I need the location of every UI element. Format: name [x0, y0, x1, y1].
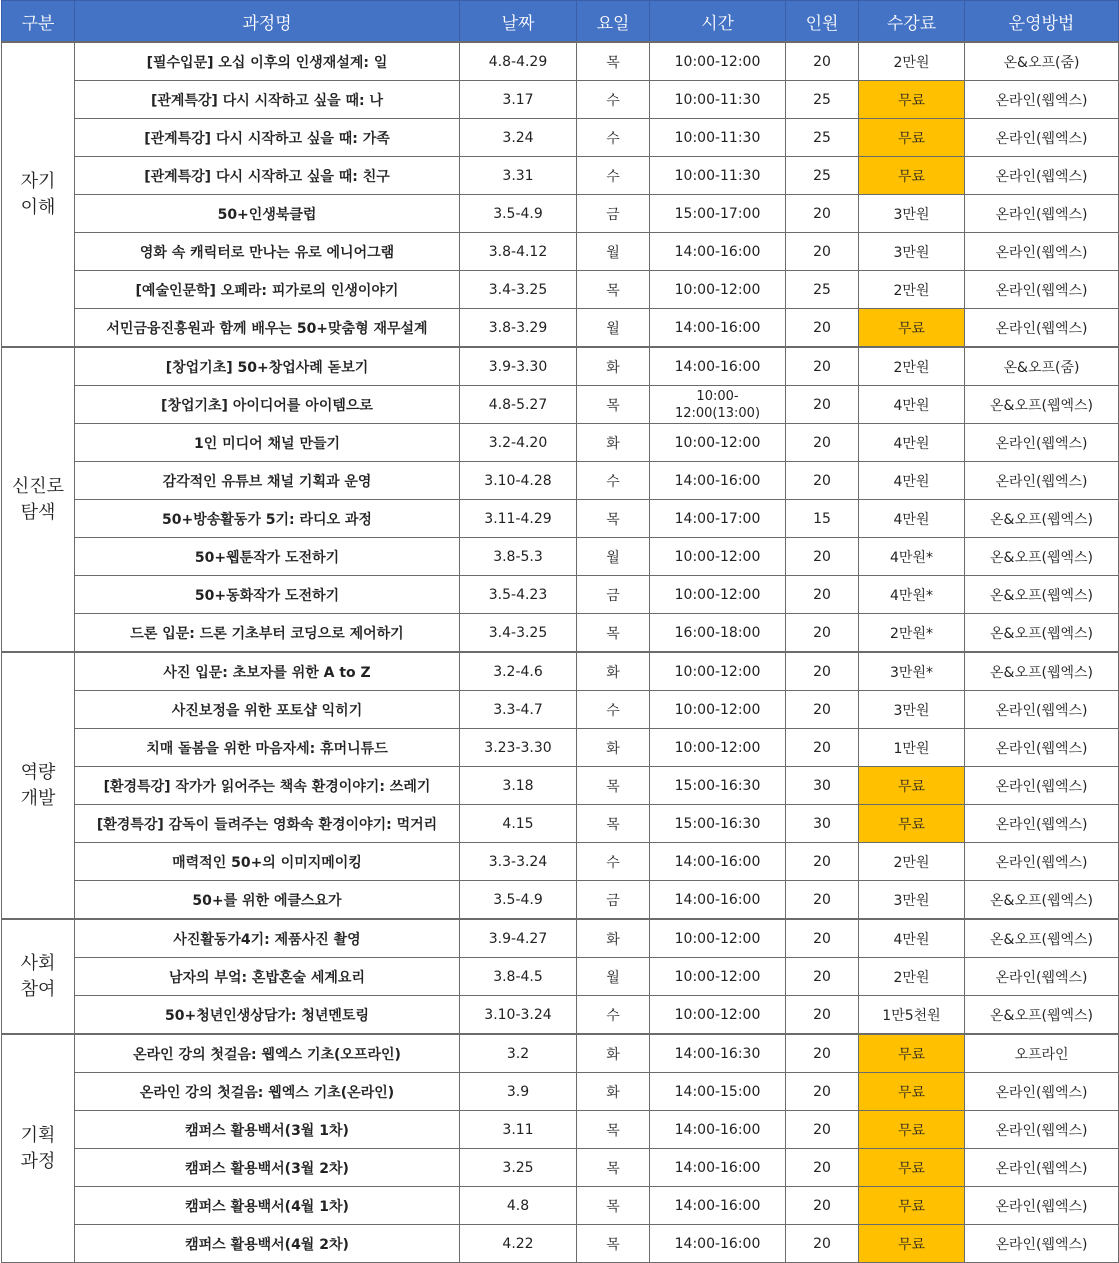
method-cell: 온라인(웹엑스) [965, 805, 1119, 843]
method-cell: 온라인(웹엑스) [965, 424, 1119, 462]
day-cell: 수 [577, 81, 650, 119]
time-cell: 10:00-12:00 [650, 919, 786, 958]
fee-cell: 3만원* [859, 652, 965, 691]
time-cell: 14:00-16:00 [650, 347, 786, 386]
time-cell: 14:00-15:00 [650, 1073, 786, 1111]
table-row [2, 996, 1119, 1035]
header-day: 요일 [577, 1, 650, 43]
course-title-cell: 사진보정을 위한 포토샵 익히기 [75, 691, 460, 729]
course-title-cell: 드론 입문: 드론 기초부터 코딩으로 제어하기 [75, 614, 460, 653]
capacity-cell: 15 [786, 500, 859, 538]
time-cell: 10:00-12:00 [650, 652, 786, 691]
date-cell: 3.3-3.24 [460, 843, 577, 881]
method-cell: 온라인(웹엑스) [965, 1111, 1119, 1149]
method-cell: 온라인(웹엑스) [965, 958, 1119, 996]
table-row [2, 691, 1119, 729]
course-title-cell: [관계특강] 다시 시작하고 싶을 때: 친구 [75, 157, 460, 195]
table-row [2, 1149, 1119, 1187]
day-cell: 목 [577, 805, 650, 843]
time-cell: 14:00-16:30 [650, 1034, 786, 1073]
capacity-cell: 20 [786, 386, 859, 424]
method-cell: 온&오프(줌) [965, 347, 1119, 386]
header-capacity: 인원 [786, 1, 859, 43]
table-row [2, 1034, 1119, 1073]
category-label: 자기 이해 [20, 170, 56, 218]
table-row [2, 1111, 1119, 1149]
method-cell: 온&오프(줌) [965, 42, 1119, 81]
capacity-cell: 30 [786, 767, 859, 805]
method-cell: 온라인(웹엑스) [965, 843, 1119, 881]
course-title-cell: 캠퍼스 활용백서(4월 1차) [75, 1187, 460, 1225]
table-row [2, 576, 1119, 614]
fee-cell: 무료 [859, 81, 965, 119]
day-cell: 화 [577, 1073, 650, 1111]
header-date: 날짜 [460, 1, 577, 43]
date-cell: 3.24 [460, 119, 577, 157]
course-title-cell: [관계특강] 다시 시작하고 싶을 때: 가족 [75, 119, 460, 157]
capacity-cell: 20 [786, 729, 859, 767]
table-row [2, 42, 1119, 81]
table-row [2, 538, 1119, 576]
fee-cell: 2만원* [859, 614, 965, 653]
date-cell: 3.9 [460, 1073, 577, 1111]
day-cell: 목 [577, 614, 650, 653]
fee-cell: 무료 [859, 767, 965, 805]
day-cell: 화 [577, 347, 650, 386]
capacity-cell: 20 [786, 1187, 859, 1225]
method-cell: 온&오프(웹엑스) [965, 919, 1119, 958]
course-title-cell: 50+인생북클럽 [75, 195, 460, 233]
day-cell: 목 [577, 1111, 650, 1149]
time-cell: 10:00-12:00 [650, 958, 786, 996]
table-row [2, 386, 1119, 424]
date-cell: 3.2-4.6 [460, 652, 577, 691]
table-row [2, 958, 1119, 996]
date-cell: 3.2-4.20 [460, 424, 577, 462]
table-row [2, 424, 1119, 462]
capacity-cell: 25 [786, 119, 859, 157]
course-title-cell: 캠퍼스 활용백서(4월 2차) [75, 1225, 460, 1263]
fee-cell: 2만원 [859, 271, 965, 309]
date-cell: 3.17 [460, 81, 577, 119]
table-row [2, 843, 1119, 881]
day-cell: 월 [577, 958, 650, 996]
course-title-cell: 영화 속 캐릭터로 만나는 유로 에니어그램 [75, 233, 460, 271]
course-title-cell: 치매 돌봄을 위한 마음자세: 휴머니튜드 [75, 729, 460, 767]
date-cell: 3.5-4.23 [460, 576, 577, 614]
course-title-cell: 온라인 강의 첫걸음: 웹엑스 기초(오프라인) [75, 1034, 460, 1073]
time-cell: 14:00-16:00 [650, 1225, 786, 1263]
course-schedule-table [1, 0, 1119, 1263]
header-time: 시간 [650, 1, 786, 43]
method-cell: 온라인(웹엑스) [965, 271, 1119, 309]
method-cell: 온라인(웹엑스) [965, 1225, 1119, 1263]
date-cell: 3.25 [460, 1149, 577, 1187]
time-cell: 14:00-16:00 [650, 462, 786, 500]
course-title-cell: [예술인문학] 오페라: 피가로의 인생이야기 [75, 271, 460, 309]
capacity-cell: 30 [786, 805, 859, 843]
method-cell: 온라인(웹엑스) [965, 119, 1119, 157]
course-title-cell: 감각적인 유튜브 채널 기획과 운영 [75, 462, 460, 500]
method-cell: 온라인(웹엑스) [965, 729, 1119, 767]
day-cell: 목 [577, 386, 650, 424]
method-cell: 온&오프(웹엑스) [965, 881, 1119, 920]
date-cell: 3.31 [460, 157, 577, 195]
capacity-cell: 20 [786, 919, 859, 958]
course-title-cell: 캠퍼스 활용백서(3월 2차) [75, 1149, 460, 1187]
time-cell: 10:00-12:00 [650, 424, 786, 462]
day-cell: 수 [577, 462, 650, 500]
day-cell: 화 [577, 652, 650, 691]
table-row [2, 271, 1119, 309]
time-cell: 14:00-17:00 [650, 500, 786, 538]
time-cell: 10:00-12:00 [650, 729, 786, 767]
capacity-cell: 20 [786, 614, 859, 653]
course-title-cell: 1인 미디어 채널 만들기 [75, 424, 460, 462]
time-cell: 14:00-16:00 [650, 1149, 786, 1187]
day-cell: 화 [577, 424, 650, 462]
category-label: 역량 개발 [20, 761, 56, 809]
course-title-cell: 50+웹툰작가 도전하기 [75, 538, 460, 576]
day-cell: 화 [577, 919, 650, 958]
date-cell: 3.5-4.9 [460, 881, 577, 920]
table-row [2, 1187, 1119, 1225]
day-cell: 목 [577, 42, 650, 81]
date-cell: 3.11-4.29 [460, 500, 577, 538]
header-method: 운영방법 [965, 1, 1119, 43]
table-row [2, 729, 1119, 767]
fee-cell: 무료 [859, 1225, 965, 1263]
course-title-cell: 사진활동가4기: 제품사진 촬영 [75, 919, 460, 958]
method-cell: 온&오프(웹엑스) [965, 500, 1119, 538]
fee-cell: 4만원 [859, 919, 965, 958]
time-cell: 14:00-16:00 [650, 881, 786, 920]
method-cell: 온&오프(웹엑스) [965, 386, 1119, 424]
fee-cell: 1만원 [859, 729, 965, 767]
date-cell: 3.10-4.28 [460, 462, 577, 500]
day-cell: 수 [577, 843, 650, 881]
capacity-cell: 20 [786, 881, 859, 920]
capacity-cell: 20 [786, 996, 859, 1035]
time-cell: 10:00-12:00 [650, 538, 786, 576]
method-cell: 온라인(웹엑스) [965, 691, 1119, 729]
table-row [2, 462, 1119, 500]
day-cell: 목 [577, 1187, 650, 1225]
capacity-cell: 20 [786, 347, 859, 386]
date-cell: 4.22 [460, 1225, 577, 1263]
day-cell: 목 [577, 1149, 650, 1187]
day-cell: 금 [577, 576, 650, 614]
table-row [2, 652, 1119, 691]
date-cell: 4.8 [460, 1187, 577, 1225]
day-cell: 수 [577, 157, 650, 195]
course-title-cell: [환경특강] 감독이 들려주는 영화속 환경이야기: 먹거리 [75, 805, 460, 843]
capacity-cell: 20 [786, 1034, 859, 1073]
fee-cell: 무료 [859, 1073, 965, 1111]
capacity-cell: 20 [786, 424, 859, 462]
table-row [2, 805, 1119, 843]
capacity-cell: 20 [786, 233, 859, 271]
time-cell: 10:00- 12:00(13:00) [650, 386, 786, 424]
fee-cell: 무료 [859, 1034, 965, 1073]
day-cell: 목 [577, 271, 650, 309]
time-cell: 10:00-12:00 [650, 576, 786, 614]
date-cell: 3.9-4.27 [460, 919, 577, 958]
fee-cell: 3만원 [859, 691, 965, 729]
capacity-cell: 20 [786, 1225, 859, 1263]
method-cell: 오프라인 [965, 1034, 1119, 1073]
header-category: 구분 [2, 1, 75, 43]
date-cell: 3.8-3.29 [460, 309, 577, 348]
day-cell: 목 [577, 767, 650, 805]
date-cell: 3.3-4.7 [460, 691, 577, 729]
capacity-cell: 25 [786, 271, 859, 309]
table-row [2, 614, 1119, 653]
course-title-cell: [창업기초] 아이디어를 아이템으로 [75, 386, 460, 424]
method-cell: 온&오프(웹엑스) [965, 996, 1119, 1035]
date-cell: 3.9-3.30 [460, 347, 577, 386]
day-cell: 금 [577, 195, 650, 233]
date-cell: 3.4-3.25 [460, 614, 577, 653]
method-cell: 온&오프(웹엑스) [965, 576, 1119, 614]
time-cell: 14:00-16:00 [650, 309, 786, 348]
fee-cell: 무료 [859, 1149, 965, 1187]
capacity-cell: 20 [786, 843, 859, 881]
day-cell: 수 [577, 691, 650, 729]
day-cell: 월 [577, 309, 650, 348]
day-cell: 화 [577, 1034, 650, 1073]
capacity-cell: 25 [786, 157, 859, 195]
date-cell: 3.10-3.24 [460, 996, 577, 1035]
capacity-cell: 20 [786, 42, 859, 81]
method-cell: 온라인(웹엑스) [965, 462, 1119, 500]
capacity-cell: 20 [786, 576, 859, 614]
fee-cell: 4만원 [859, 462, 965, 500]
course-title-cell: 매력적인 50+의 이미지메이킹 [75, 843, 460, 881]
table-row [2, 767, 1119, 805]
method-cell: 온&오프(웹엑스) [965, 652, 1119, 691]
category-cell [2, 919, 75, 1034]
time-cell: 10:00-12:00 [650, 996, 786, 1035]
course-title-cell: [환경특강] 작가가 읽어주는 책속 환경이야기: 쓰레기 [75, 767, 460, 805]
time-cell: 10:00-11:30 [650, 119, 786, 157]
date-cell: 3.5-4.9 [460, 195, 577, 233]
time-cell: 16:00-18:00 [650, 614, 786, 653]
date-cell: 3.8-4.12 [460, 233, 577, 271]
time-cell: 14:00-16:00 [650, 233, 786, 271]
course-title-cell: 서민금융진흥원과 함께 배우는 50+맞춤형 재무설계 [75, 309, 460, 348]
capacity-cell: 20 [786, 1111, 859, 1149]
table-row [2, 81, 1119, 119]
fee-cell: 2만원 [859, 843, 965, 881]
fee-cell: 3만원 [859, 881, 965, 920]
capacity-cell: 20 [786, 462, 859, 500]
category-cell [2, 652, 75, 919]
time-cell: 10:00-12:00 [650, 271, 786, 309]
table-row [2, 500, 1119, 538]
table-row [2, 1073, 1119, 1111]
date-cell: 3.2 [460, 1034, 577, 1073]
course-title-cell: 50+청년인생상담가: 청년멘토링 [75, 996, 460, 1035]
day-cell: 목 [577, 500, 650, 538]
fee-cell: 무료 [859, 119, 965, 157]
header-course-name: 과정명 [75, 1, 460, 43]
method-cell: 온라인(웹엑스) [965, 233, 1119, 271]
date-cell: 3.23-3.30 [460, 729, 577, 767]
capacity-cell: 20 [786, 1073, 859, 1111]
method-cell: 온&오프(웹엑스) [965, 614, 1119, 653]
date-cell: 3.18 [460, 767, 577, 805]
time-cell: 15:00-16:30 [650, 805, 786, 843]
time-cell: 10:00-12:00 [650, 691, 786, 729]
category-cell [2, 42, 75, 347]
fee-cell: 1만5천원 [859, 996, 965, 1035]
fee-cell: 4만원 [859, 500, 965, 538]
method-cell: 온라인(웹엑스) [965, 1149, 1119, 1187]
table-row [2, 119, 1119, 157]
fee-cell: 4만원 [859, 386, 965, 424]
fee-cell: 무료 [859, 805, 965, 843]
day-cell: 월 [577, 233, 650, 271]
method-cell: 온라인(웹엑스) [965, 1187, 1119, 1225]
fee-cell: 2만원 [859, 347, 965, 386]
time-cell: 10:00-12:00 [650, 42, 786, 81]
method-cell: 온라인(웹엑스) [965, 767, 1119, 805]
category-label: 기획 과정 [20, 1124, 56, 1172]
method-cell: 온라인(웹엑스) [965, 195, 1119, 233]
category-label: 사회 참여 [20, 952, 56, 1000]
day-cell: 목 [577, 1225, 650, 1263]
method-cell: 온라인(웹엑스) [965, 1073, 1119, 1111]
fee-cell: 무료 [859, 1187, 965, 1225]
method-cell: 온라인(웹엑스) [965, 157, 1119, 195]
capacity-cell: 20 [786, 652, 859, 691]
course-title-cell: 캠퍼스 활용백서(3월 1차) [75, 1111, 460, 1149]
table-row [2, 1225, 1119, 1263]
course-title-cell: 남자의 부엌: 혼밥혼술 세계요리 [75, 958, 460, 996]
course-title-cell: [관계특강] 다시 시작하고 싶을 때: 나 [75, 81, 460, 119]
category-label: 신진로 탐색 [11, 475, 65, 523]
fee-cell: 무료 [859, 1111, 965, 1149]
table-row [2, 309, 1119, 348]
category-cell [2, 1034, 75, 1263]
table-row [2, 919, 1119, 958]
capacity-cell: 20 [786, 309, 859, 348]
time-cell: 15:00-17:00 [650, 195, 786, 233]
capacity-cell: 20 [786, 538, 859, 576]
table-row [2, 881, 1119, 920]
capacity-cell: 20 [786, 691, 859, 729]
fee-cell: 2만원 [859, 958, 965, 996]
table-body [2, 42, 1119, 1263]
table-row [2, 347, 1119, 386]
date-cell: 4.8-5.27 [460, 386, 577, 424]
time-cell: 15:00-16:30 [650, 767, 786, 805]
table-row [2, 233, 1119, 271]
fee-cell: 4만원* [859, 538, 965, 576]
course-title-cell: 50+동화작가 도전하기 [75, 576, 460, 614]
category-cell [2, 347, 75, 652]
date-cell: 4.8-4.29 [460, 42, 577, 81]
capacity-cell: 20 [786, 958, 859, 996]
course-title-cell: 50+를 위한 에클스요가 [75, 881, 460, 920]
date-cell: 3.8-4.5 [460, 958, 577, 996]
capacity-cell: 25 [786, 81, 859, 119]
course-title-cell: [필수입문] 오십 이후의 인생재설계: 일 [75, 42, 460, 81]
time-cell: 14:00-16:00 [650, 843, 786, 881]
fee-cell: 2만원 [859, 42, 965, 81]
day-cell: 수 [577, 119, 650, 157]
date-cell: 3.11 [460, 1111, 577, 1149]
method-cell: 온라인(웹엑스) [965, 81, 1119, 119]
method-cell: 온라인(웹엑스) [965, 309, 1119, 348]
time-cell: 14:00-16:00 [650, 1187, 786, 1225]
day-cell: 수 [577, 996, 650, 1035]
fee-cell: 3만원 [859, 233, 965, 271]
date-cell: 4.15 [460, 805, 577, 843]
fee-cell: 무료 [859, 157, 965, 195]
fee-cell: 4만원 [859, 424, 965, 462]
course-title-cell: [창업기초] 50+창업사례 돋보기 [75, 347, 460, 386]
day-cell: 금 [577, 881, 650, 920]
table-row [2, 157, 1119, 195]
date-cell: 3.4-3.25 [460, 271, 577, 309]
header-row [2, 1, 1119, 43]
fee-cell: 무료 [859, 309, 965, 348]
method-cell: 온&오프(웹엑스) [965, 538, 1119, 576]
header-fee: 수강료 [859, 1, 965, 43]
date-cell: 3.8-5.3 [460, 538, 577, 576]
course-title-cell: 50+방송활동가 5기: 라디오 과정 [75, 500, 460, 538]
table-row [2, 195, 1119, 233]
time-cell: 14:00-16:00 [650, 1111, 786, 1149]
course-title-cell: 사진 입문: 초보자를 위한 A to Z [75, 652, 460, 691]
fee-cell: 4만원* [859, 576, 965, 614]
fee-cell: 3만원 [859, 195, 965, 233]
capacity-cell: 20 [786, 1149, 859, 1187]
day-cell: 월 [577, 538, 650, 576]
day-cell: 화 [577, 729, 650, 767]
course-title-cell: 온라인 강의 첫걸음: 웹엑스 기초(온라인) [75, 1073, 460, 1111]
time-cell: 10:00-11:30 [650, 81, 786, 119]
capacity-cell: 20 [786, 195, 859, 233]
time-cell: 10:00-11:30 [650, 157, 786, 195]
